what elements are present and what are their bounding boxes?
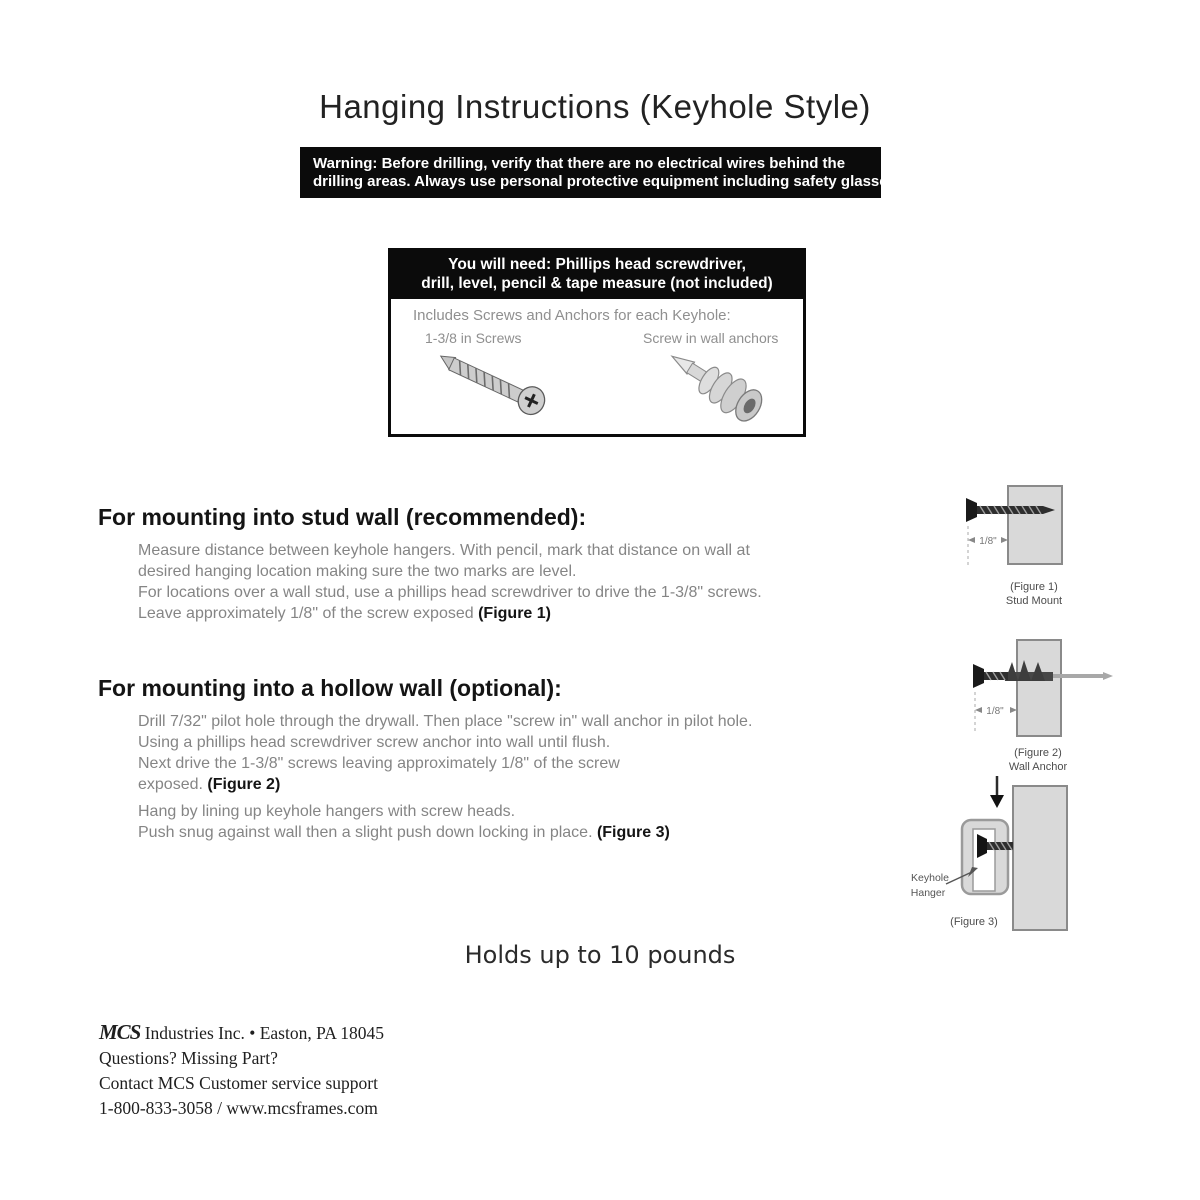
instruction-line: Next drive the 1-3/8" screws leaving approximately 1/8" of the screw: [138, 755, 620, 772]
hollow-wall-instructions: [138, 711, 752, 795]
company-address: Industries Inc. • Easton, PA 18045: [140, 1023, 385, 1043]
phone-website-line: 1-800-833-3058 / www.mcsframes.com: [99, 1098, 378, 1118]
wall-anchor-icon: [653, 345, 773, 433]
instruction-line: [138, 603, 762, 624]
tools-needed-box: [388, 248, 806, 437]
instruction-line: Hang by lining up keyhole hangers with screw heads.: [138, 803, 516, 820]
figure3-keyhole-hanger-diagram: [890, 772, 1105, 934]
instruction-line: Drill 7/32" pilot hole through the drywall. Then place "screw in" wall anchor in pilot hole.: [138, 713, 753, 730]
figure2-caption: (Figure 2): [1014, 747, 1062, 759]
company-line: [99, 1020, 384, 1046]
figure3-wall: [1013, 786, 1067, 930]
figure3-caption: (Figure 3): [950, 916, 998, 928]
figure1-dimension-marks: [968, 526, 1008, 568]
figure2-reference: (Figure 2): [207, 776, 281, 793]
instruction-line: desired hanging location making sure the two marks are level.: [138, 563, 577, 580]
figure1-label: Stud Mount: [1005, 595, 1063, 606]
includes-note: Includes Screws and Anchors for each Keyhole:: [413, 307, 731, 324]
capacity-statement: Holds up to 10 pounds: [464, 941, 736, 969]
figure1-caption: (Figure 1): [1010, 581, 1058, 593]
instruction-line: [138, 774, 752, 795]
figure3-reference: (Figure 3): [596, 824, 670, 841]
page-title: Hanging Instructions (Keyhole Style): [319, 88, 871, 125]
screws-label: 1-3/8 in Screws: [425, 330, 522, 346]
footer-block: [99, 1020, 384, 1121]
instruction-text: Push snug against wall then a slight push down locking in place.: [138, 824, 597, 841]
figure1-stud-mount-diagram: [930, 478, 1100, 606]
instruction-text: exposed.: [138, 776, 208, 793]
figure1-dimension-label: 1/8": [979, 536, 997, 547]
mcs-logo: MCS: [99, 1020, 141, 1044]
instruction-line: [138, 822, 670, 843]
screw-icon: [427, 347, 559, 425]
warning-banner: [300, 147, 901, 198]
questions-line: Questions? Missing Part?: [99, 1048, 278, 1068]
tools-needed-header: [391, 251, 803, 299]
instruction-text: Leave approximately 1/8" of the screw exposed: [138, 605, 479, 622]
instruction-line: Measure distance between keyhole hangers. With pencil, mark that distance on wall at: [138, 542, 750, 559]
figure3-label-line-2: Hanger: [910, 887, 946, 899]
hanging-instructions: [138, 801, 670, 843]
stud-wall-heading: For mounting into stud wall (recommended):: [98, 504, 587, 530]
figure2-dimension-label: 1/8": [986, 706, 1004, 717]
instruction-line: For locations over a wall stud, use a phillips head screwdriver to drive the 1-3/8" screws.: [138, 584, 762, 601]
figure3-label-line-1: Keyhole: [911, 872, 949, 884]
tools-needed-header-line-2: drill, level, pencil & tape measure (not included): [421, 275, 773, 292]
figure1-reference: (Figure 1): [478, 605, 551, 622]
warning-line-1: Warning: Before drilling, verify that there are no electrical wires behind the: [313, 155, 846, 172]
instruction-line: Using a phillips head screwdriver screw anchor into wall until flush.: [138, 734, 611, 751]
contact-line: Contact MCS Customer service support: [99, 1073, 379, 1093]
warning-line-2: drilling areas. Always use personal protective equipment including safety glasses.: [313, 173, 901, 190]
anchors-label: Screw in wall anchors: [643, 330, 779, 346]
figure2-drywall: [1017, 640, 1061, 736]
figure2-wall-anchor-diagram: [935, 636, 1125, 772]
figure2-label: Wall Anchor: [1008, 761, 1068, 772]
stud-wall-instructions: [138, 540, 762, 624]
figure3-down-arrow-icon: [990, 776, 1004, 808]
hollow-wall-heading: For mounting into a hollow wall (optional):: [98, 675, 562, 701]
tools-needed-header-line-1: You will need: Phillips head screwdriver,: [448, 256, 746, 273]
figure1-wall: [1008, 486, 1062, 564]
